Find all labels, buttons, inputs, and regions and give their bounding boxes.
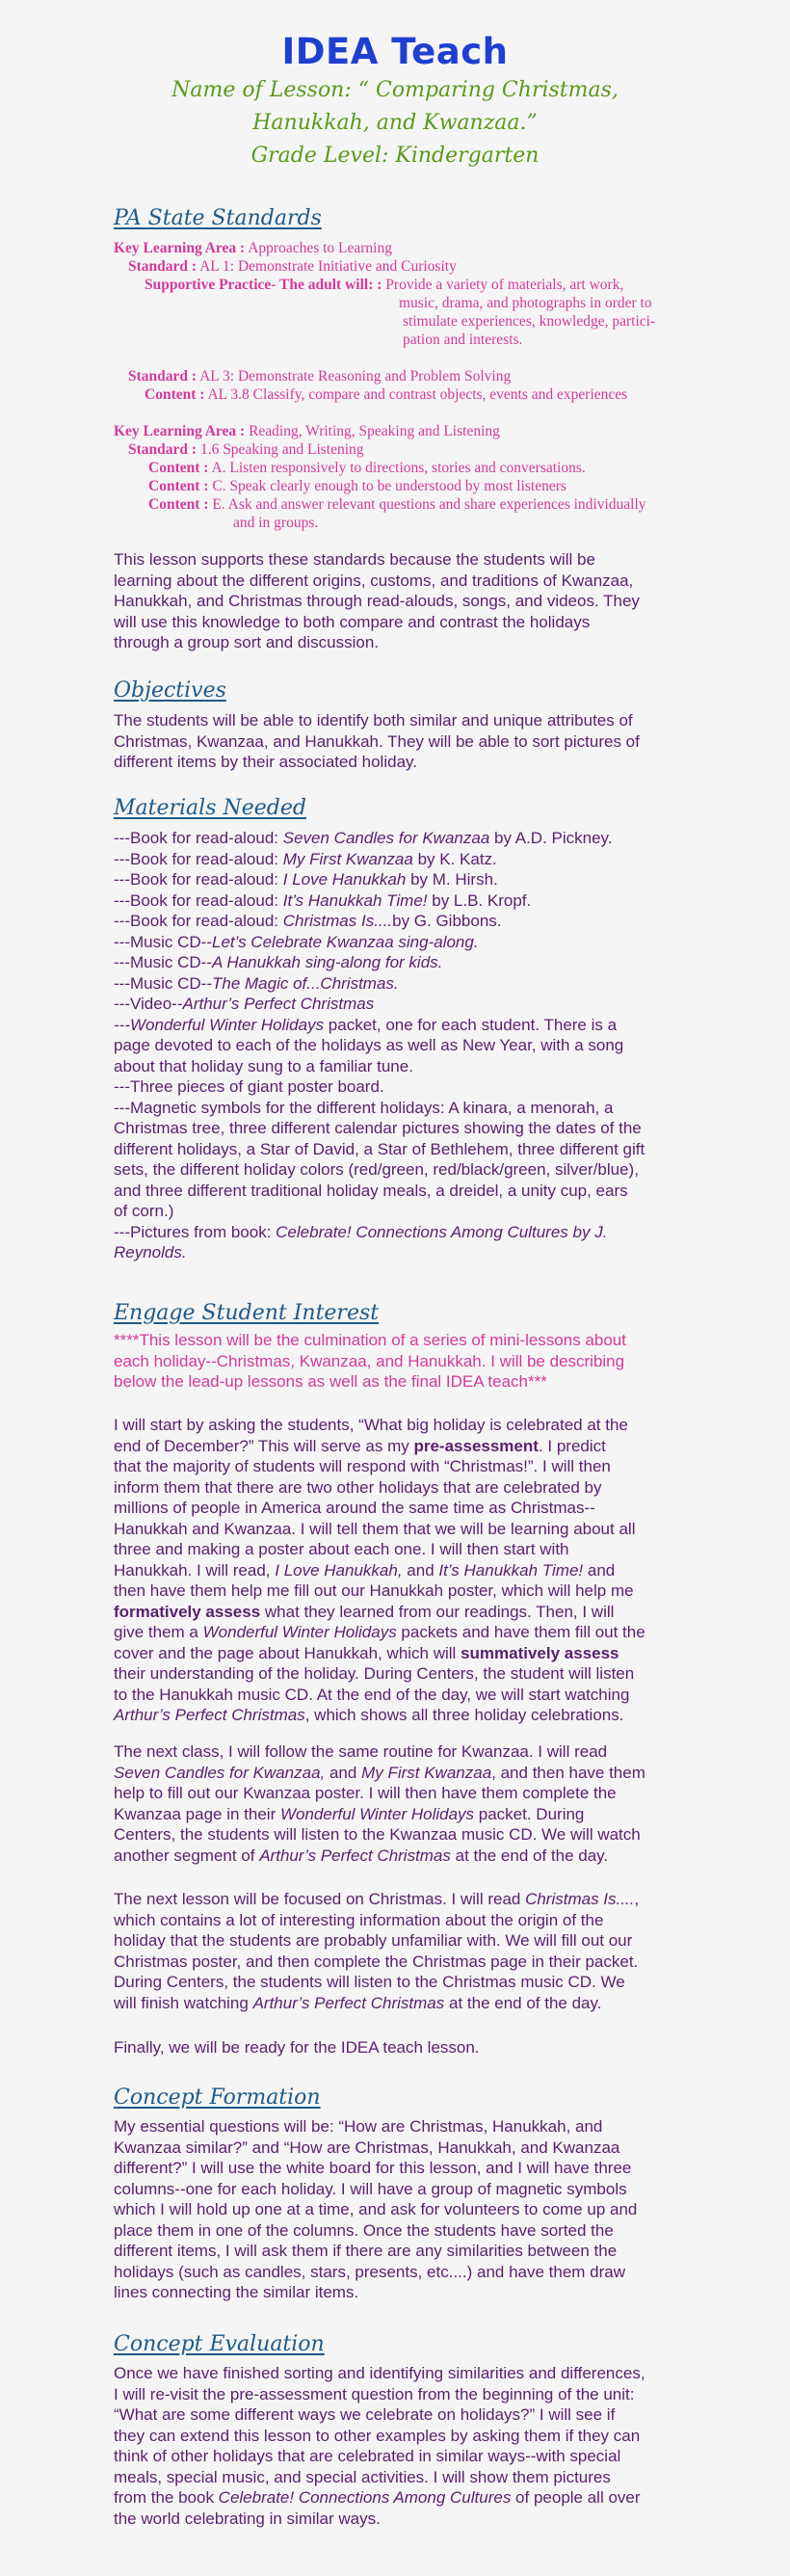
material-item: ---Book for read-aloud: My First Kwanzaa by K. Katz. bbox=[114, 849, 497, 868]
material-item: ---Book for read-aloud: I Love Hanukkah by M. Hirsh. bbox=[114, 870, 498, 889]
grade-level: Grade Level: Kindergarten bbox=[250, 144, 540, 168]
content-4: Content : E. Ask and answer relevant questions and share experiences individually bbox=[148, 496, 646, 513]
engage-heading: Engage Student Interest bbox=[114, 1301, 380, 1325]
material-item: ---Music CD--Let’s Celebrate Kwanzaa sing-along. bbox=[114, 932, 479, 951]
page-title: IDEA Teach bbox=[281, 31, 509, 72]
material-item: ---Book for read-aloud: Seven Candles for Kwanzaa by A.D. Pickney. bbox=[114, 829, 613, 847]
material-item: ---Book for read-aloud: Christmas Is....by G. Gibbons. bbox=[114, 912, 502, 930]
concept-evaluation-heading: Concept Evaluation bbox=[114, 2332, 325, 2356]
material-item: ---Music CD--The Magic of...Christmas. bbox=[114, 973, 399, 993]
content-3: Content : C. Speak clearly enough to be understood by most listeners bbox=[148, 478, 566, 494]
material-item: ---Three pieces of giant poster board. bbox=[114, 1077, 384, 1096]
material-item: ---Wonderful Winter Holidays packet, one for each student. There is a bbox=[114, 1015, 618, 1034]
material-item: ---Book for read-aloud: It’s Hanukkah Time! by L.B. Kropf. bbox=[114, 890, 532, 910]
supportive-practice-line-4: pation and interests. bbox=[403, 332, 523, 348]
engage-paragraph-1: I will start by asking the students, “What big holiday is celebrated at the end of December?” This will serve as my pre-assessment. I predict that the majority of students will respond with “Christmas!”. I will then inform them that there are two other holidays that are celebrated by millions of people in America around the same time as Christmas-- Hanukkah and Kwanzaa. I will tell them that we will be learning about all three and making a poster about each one. I will then start with Hanukkah. I will read, I Love Hanukkah, and It’s Hanukkah Time! and then have them help me fill out our Hanukkah poster, which will help me formatively assess what they learned from our readings. Then, I will give them a Wonderful Winter Holidays packets and have them fill out the cover and the page about Hanukkah, which will summatively assess their understanding of the holiday. During Centers, the student will listen to the Hanukkah music CD. At the end of the day, we will start watching Arthur’s Perfect Christmas, which shows all three holiday celebrations. bbox=[114, 1416, 645, 1724]
engage-paragraph-2: The next class, I will follow the same routine for Kwanzaa. I will read Seven Candles for Kwanzaa, and My First Kwanzaa, and then have them help to fill out our Kwanzaa poster. I will then have them complete the Kwanzaa page in their Wonderful Winter Holidays packet. During Centers, the students will listen to the Kwanzaa music CD. We will watch another segment of Arthur’s Perfect Christmas at the end of the day. bbox=[114, 1742, 645, 1865]
supportive-practice-line-3: stimulate experiences, knowledge, partici- bbox=[403, 313, 656, 330]
standard-2: Standard : AL 3: Demonstrate Reasoning and Problem Solving bbox=[128, 368, 512, 385]
lesson-name-line-2: Hanukkah, and Kwanzaa.” bbox=[252, 111, 538, 135]
lesson-name-line-1: Name of Lesson: “ Comparing Christmas, bbox=[171, 78, 619, 102]
engage-paragraph-3: The next lesson will be focused on Christmas. I will read Christmas Is...., which contains a lot of interesting information about the origin of the holiday that the students are probably unfamiliar with. We will fill out our Christmas poster, and then complete the Christmas page in their packet. During Centers, the students will listen to the Christmas music CD. We will finish watching Arthur’s Perfect Christmas at the end of the day. bbox=[114, 1890, 640, 2012]
standards-paragraph: This lesson supports these standards because the students will be learning about the different origins, customs, and traditions of Kwanzaa, Hanukkah, and Christmas through read-alouds, songs, and videos. They will use this knowledge to both compare and contrast the holidays through a group sort and discussion. bbox=[114, 550, 640, 651]
engage-note: ****This lesson will be the culmination of a series of mini-lessons about each holiday--Christmas, Kwanzaa, and Hanukkah. I will be describing below the lead-up lessons as well as the final IDEA teach*** bbox=[114, 1331, 626, 1391]
standards-heading: PA State Standards bbox=[114, 206, 322, 230]
materials-list: ---Book for read-aloud: Seven Candles for Kwanzaa by A.D. Pickney. ---Book for read-aloud: My First Kwanzaa by K. Katz. ---Book for read-aloud: I Love Hanukkah by M. Hirsh. ---Book for read-aloud: It’s Hanukkah Time! by L.B. Kropf. ---Book for read-aloud: Christmas Is....by G. Gibbons. ---Music CD--Let’s Celebrate Kwanzaa sing-along. ---Music CD--A Hanukkah sing-along for kids. ---Music CD--The Magic of...Christmas. ---Video--Arthur’s Perfect Christmas ---Wonderful Winter Holidays packet, one for each student. There is a page devoted to each of the holidays as well as New Year, with a song about that holiday sung to a familiar tune. ---Three pieces of giant poster board. ---Magnetic symbols for the different holidays: A kinara, a menorah, a Christmas tree, three different calendar pictures showing the dates of the different holidays, a Star of David, a Star of Bethlehem, three different gift sets, the different holiday colors (red/green, red/black/green, silver/blue), and three different traditional holiday meals, a dreidel, a unity cup, ears of corn.) ---Pictures from book: Celebrate! Connections Among Cultures by J. Reynolds. bbox=[114, 828, 682, 1263]
content-1: Content : AL 3.8 Classify, compare and contrast objects, events and experiences bbox=[145, 386, 628, 403]
standard-3: Standard : 1.6 Speaking and Listening bbox=[128, 441, 364, 458]
concept-formation-heading: Concept Formation bbox=[114, 2085, 321, 2110]
content-2: Content : A. Listen responsively to directions, stories and conversations. bbox=[148, 460, 586, 476]
supportive-practice-line-2: music, drama, and photographs in order to bbox=[399, 295, 652, 311]
materials-heading: Materials Needed bbox=[114, 796, 306, 820]
material-item: ---Magnetic symbols for the different holidays: A kinara, a menorah, a bbox=[114, 1098, 614, 1117]
concept-evaluation-paragraph: Once we have finished sorting and identifying similarities and differences, I will re-visit the pre-assessment question from the beginning of the unit: “What are some different ways we celebrate on holidays?” I will see if they can extend this lesson to other examples by asking them if they can think of other holidays that are celebrated in similar ways--with special meals, special music, and special activities. I will show them pictures from the book Celebrate! Connections Among Cultures of people all over the world celebrating in similar ways. bbox=[114, 2364, 645, 2528]
key-learning-area-2: Key Learning Area : Reading, Writing, Speaking and Listening bbox=[114, 423, 500, 439]
content-4-line-2: and in groups. bbox=[233, 515, 319, 531]
engage-paragraph-4: Finally, we will be ready for the IDEA teach lesson. bbox=[114, 2038, 480, 2057]
concept-formation-paragraph: My essential questions will be: “How are Christmas, Hanukkah, and Kwanzaa similar?” and “How are Christmas, Hanukkah, and Kwanzaa different?” I will use the white board for this lesson, and I will have three columns--one for each holiday. I will have a group of magnetic symbols which I will hold up one at a time, and ask for volunteers to come up and place them in one of the columns. Once the students have sorted the different items, I will ask them if there are any similarities between the holidays (such as candles, stars, presents, etc....) and have them draw lines connecting the similar items. bbox=[114, 2117, 638, 2301]
material-item: ---Music CD--A Hanukkah sing-along for kids. bbox=[114, 953, 443, 971]
objectives-paragraph: The students will be able to identify both similar and unique attributes of Christmas, Kwanzaa, and Hanukkah. They will be able to sort pictures of different items by their associated holiday. bbox=[114, 711, 640, 771]
standard-1: Standard : AL 1: Demonstrate Initiative and Curiosity bbox=[128, 258, 457, 275]
supportive-practice: Supportive Practice- The adult will: : Provide a variety of materials, art work, bbox=[145, 277, 624, 293]
material-item: ---Video--Arthur’s Perfect Christmas bbox=[114, 995, 375, 1013]
material-item: ---Pictures from book: Celebrate! Connections Among Cultures by J. bbox=[114, 1222, 608, 1241]
objectives-heading: Objectives bbox=[114, 678, 226, 703]
key-learning-area-1: Key Learning Area : Approaches to Learning bbox=[114, 240, 392, 256]
